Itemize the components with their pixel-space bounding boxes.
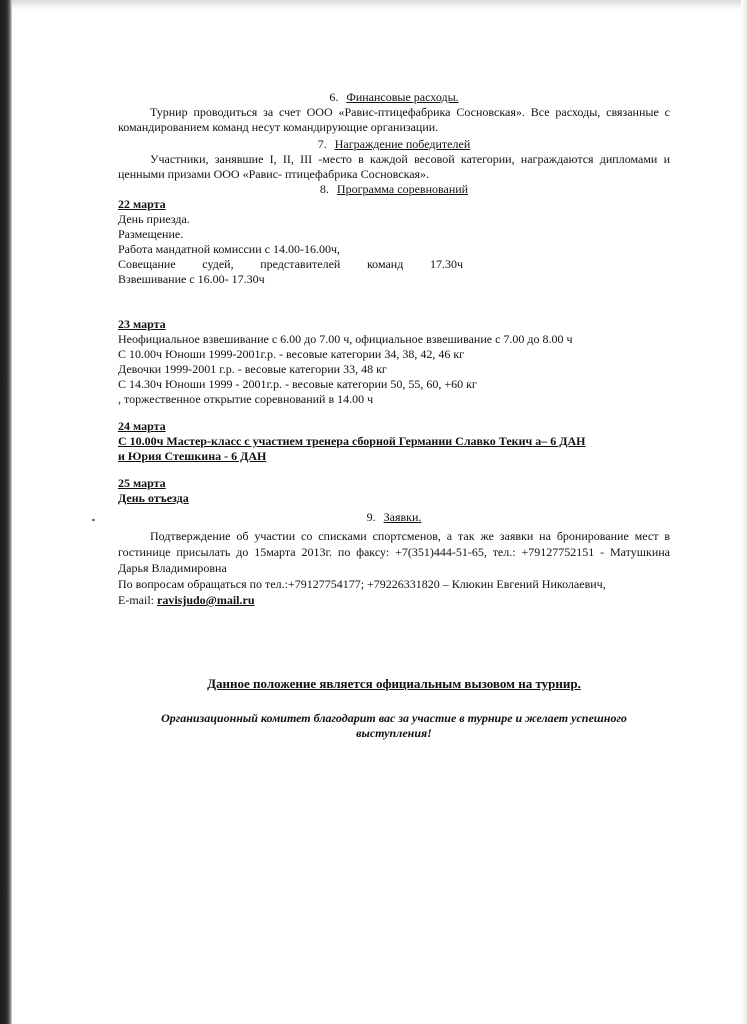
section-8-heading [118, 182, 670, 197]
thanks-text: Организационный комитет благодарит вас за участие в турнире и желает успешного выступления! [161, 711, 627, 740]
day-line: , торжественное открытие соревнований в 14.00 ч [118, 392, 374, 406]
section-9-number: 9. [366, 510, 376, 524]
day-line: День приезда. [118, 212, 190, 226]
meeting-word: судей, [202, 257, 234, 271]
email-label: E-mail: [118, 593, 157, 607]
day-line: С 10.00ч Юноши 1999-2001г.р. - весовые категории 34, 38, 42, 46 кг [118, 347, 465, 361]
program-day-22 [118, 197, 670, 287]
day-date: 25 марта [118, 476, 166, 490]
section-9-heading [118, 510, 670, 525]
spacer [118, 608, 670, 676]
meeting-word: команд [366, 257, 404, 271]
day-line: Работа мандатной комиссии с 14.00-16.00ч, [118, 242, 340, 256]
section-9-text: Подтверждение об участии со списками спортсменов, а так же заявки на бронирование мест в гостинице присылать до 15марта 2013г. по факсу: +7(351)444-51-65, тел.: +79127752151 - Матушкина Дарья Владимировна [118, 529, 670, 575]
spacer [118, 407, 670, 419]
day-line: Неофициальное взвешивание с 6.00 до 7.00 ч, официальное взвешивание с 7.00 до 8.00 ч [118, 332, 573, 346]
meeting-line [118, 257, 463, 272]
section-6-number: 6. [329, 90, 339, 104]
day-line: Размещение. [118, 227, 184, 241]
email-line [118, 592, 670, 608]
meeting-word: Совещание [118, 257, 176, 271]
spacer [118, 464, 670, 476]
section-7-title: Награждение победителей [334, 137, 471, 151]
day-date: 23 марта [118, 317, 166, 331]
day-date: 24 марта [118, 419, 166, 433]
departure-line: День отъезда [118, 491, 189, 505]
spacer [118, 691, 670, 711]
email-link[interactable]: ravisjudo@mail.ru [157, 593, 255, 607]
meeting-word: 17.30ч [429, 257, 463, 271]
day-line: Взвешивание с 16.00- 17.30ч [118, 272, 265, 286]
master-class-line: С 10.00ч Мастер-класс с участием тренера сборной Германии Славко Текич а– 6 ДАН [118, 434, 586, 448]
scan-edge-top [12, 0, 747, 10]
section-6-text: Турнир проводиться за счет ООО «Равис-птицефабрика Сосновская». Все расходы, связанные с командированием команд несут командирующие организации. [118, 105, 670, 134]
section-7-text: Участники, занявшие I, II, III -место в каждой весовой категории, награждаются дипломами и ценными призами ООО «Равис- птицефабрика Сосновская». [118, 152, 670, 181]
program-day-23 [118, 317, 670, 407]
section-7-heading [118, 137, 670, 152]
spacer [118, 287, 670, 317]
program-day-25 [118, 476, 670, 506]
section-8-title: Программа соревнований [336, 182, 469, 196]
scan-edge-right [741, 0, 747, 1024]
section-6-heading [118, 90, 670, 105]
section-7-number: 7. [317, 137, 327, 151]
section-9-contact: По вопросам обращаться по тел.:+79127754177; +79226331820 – Клюкин Евгений Николаевич, [118, 577, 606, 591]
section-8-number: 8. [319, 182, 329, 196]
official-call: Данное положение является официальным вызовом на турнир. [207, 676, 581, 691]
day-line: С 14.30ч Юноши 1999 - 2001г.р. - весовые категории 50, 55, 60, +60 кг [118, 377, 477, 391]
master-class-line: и Юрия Стешкина - 6 ДАН [118, 449, 267, 463]
scan-edge-left [0, 0, 12, 1024]
program-day-24 [118, 419, 670, 464]
section-6-title: Финансовые расходы. [346, 90, 459, 104]
meeting-word: представителей [260, 257, 341, 271]
day-date: 22 марта [118, 197, 166, 211]
document-page [118, 90, 670, 741]
section-9-title: Заявки. [383, 510, 422, 524]
day-line: Девочки 1999-2001 г.р. - весовые категории 33, 48 кг [118, 362, 387, 376]
scan-speck [92, 519, 95, 521]
